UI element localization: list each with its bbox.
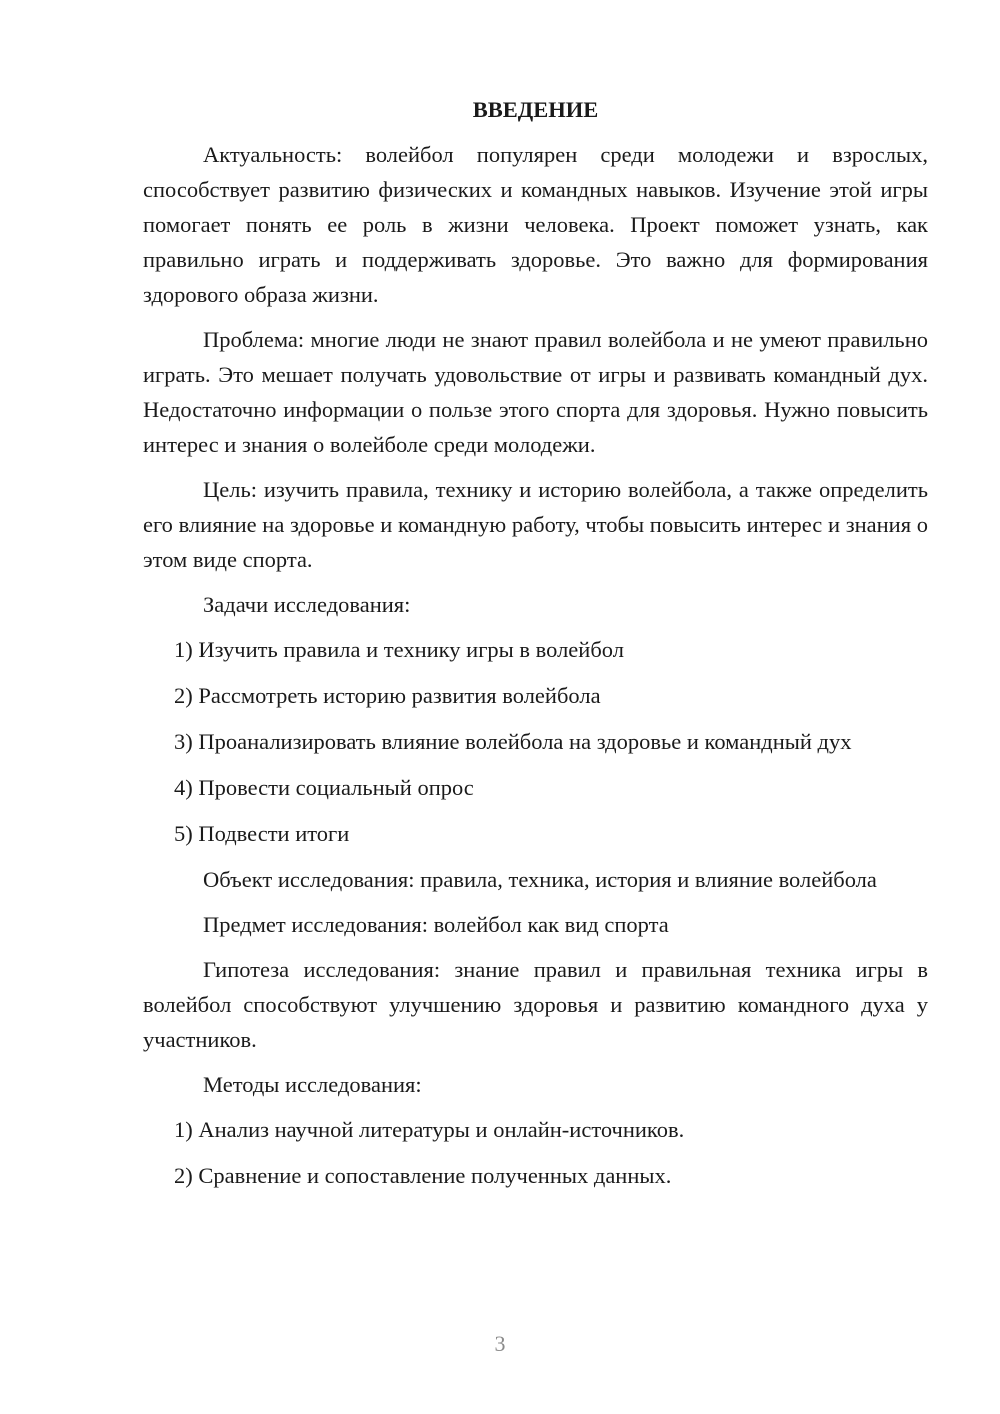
methods-heading: Методы исследования: <box>203 1072 422 1097</box>
tasks-heading: Задачи исследования: <box>203 592 411 617</box>
method-item-1: 1) Анализ научной литературы и онлайн-источников. <box>174 1117 685 1142</box>
page-content <box>143 92 928 1204</box>
object-paragraph: Объект исследования: правила, техника, история и влияние волейбола <box>203 867 877 892</box>
task-item-5: 5) Подвести итоги <box>174 821 350 846</box>
method-item-2: 2) Сравнение и сопоставление полученных данных. <box>174 1163 672 1188</box>
task-item-1: 1) Изучить правила и технику игры в волейбол <box>174 637 624 662</box>
task-item-2: 2) Рассмотреть историю развития волейбола <box>174 683 601 708</box>
hypothesis-paragraph: Гипотеза исследования: знание правил и правильная техника игры в волейбол способствуют улучшению здоровья и развитию командного духа у участников. <box>143 957 928 1052</box>
problem-paragraph: Проблема: многие люди не знают правил волейбола и не умеют правильно играть. Это мешает получать удовольствие от игры и развивать командный дух. Недостаточно информации о пользе этого спорта для здоровья. Нужно повысить интерес и знания о волейболе среди молодежи. <box>143 327 928 457</box>
task-item-4: 4) Провести социальный опрос <box>174 775 474 800</box>
page-number: 3 <box>494 1331 506 1356</box>
relevance-paragraph: Актуальность: волейбол популярен среди молодежи и взрослых, способствует развитию физических и командных навыков. Изучение этой игры помогает понять ее роль в жизни человека. Проект поможет узнать, как правильно играть и поддерживать здоровье. Это важно для формирования здорового образа жизни. <box>143 142 928 307</box>
section-title: ВВЕДЕНИЕ <box>472 97 599 122</box>
subject-paragraph: Предмет исследования: волейбол как вид спорта <box>203 912 669 937</box>
task-item-3: 3) Проанализировать влияние волейбола на здоровье и командный дух <box>174 729 852 754</box>
goal-paragraph: Цель: изучить правила, технику и историю волейбола, а также определить его влияние на здоровье и командную работу, чтобы повысить интерес и знания о этом виде спорта. <box>143 477 928 572</box>
